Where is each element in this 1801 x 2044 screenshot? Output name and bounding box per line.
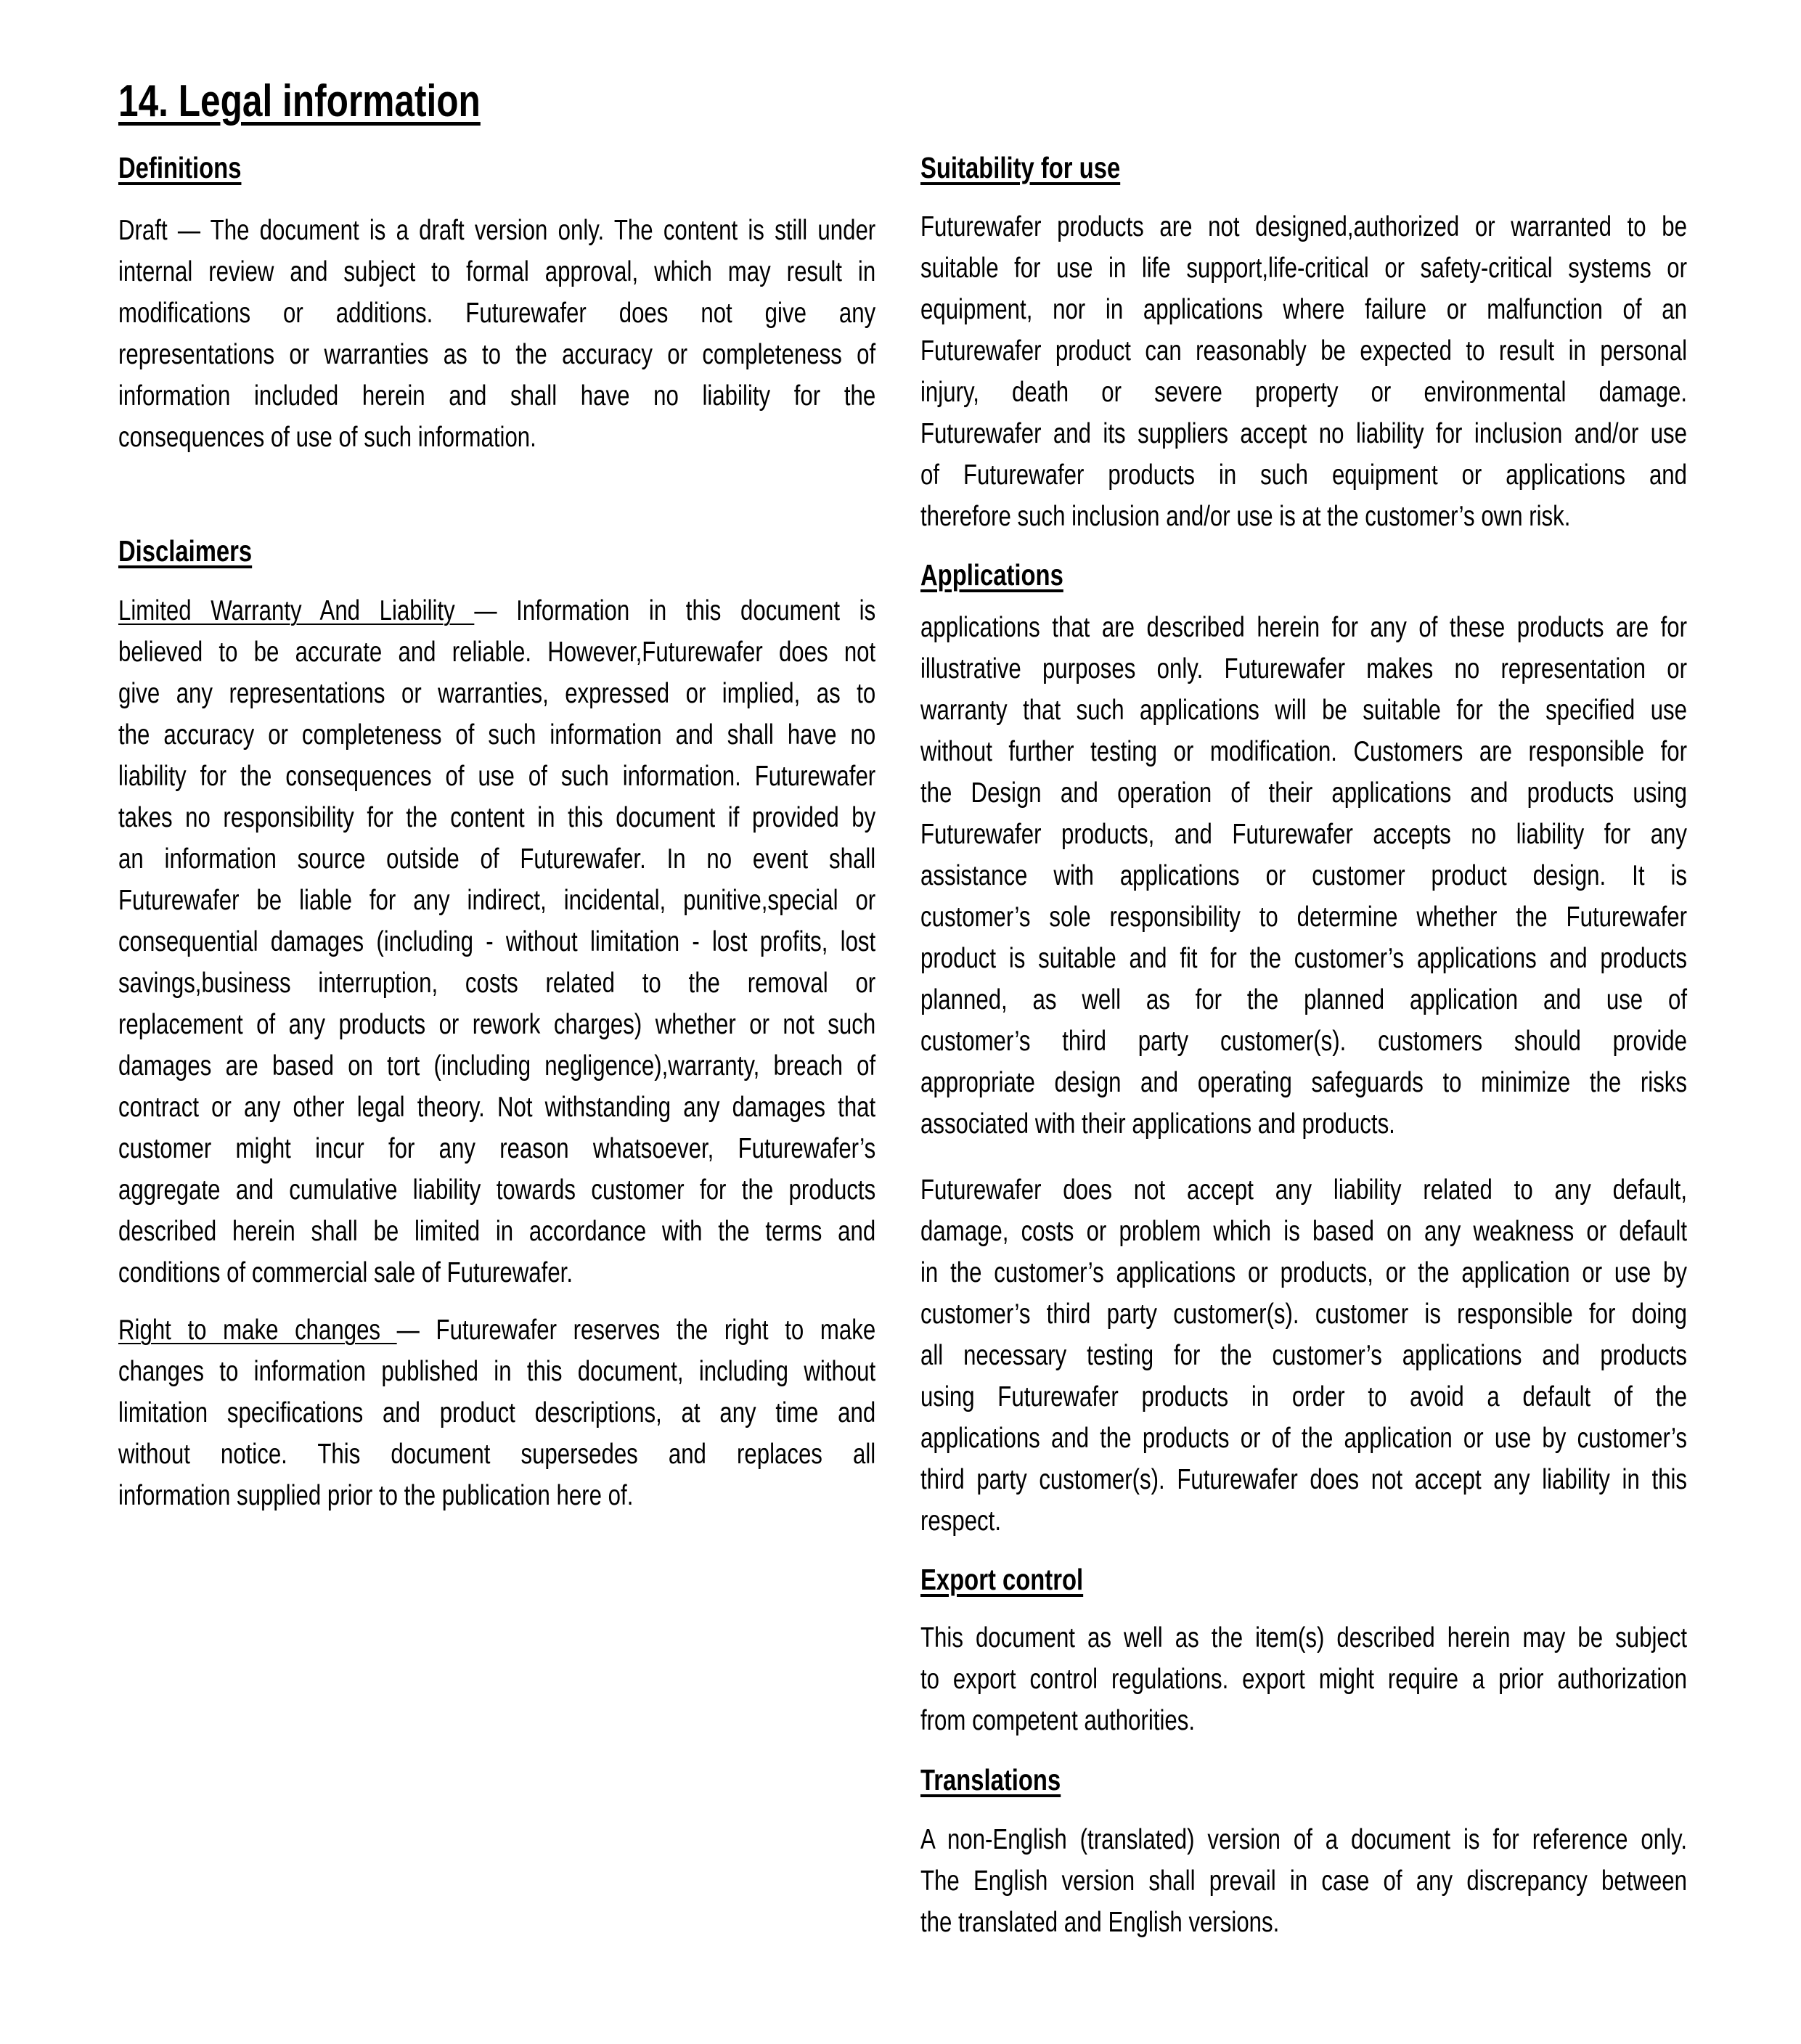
section-heading-export-control: Export control	[920, 1563, 1084, 1596]
paragraph-line: all necessary testing for the customer’s applications and products	[920, 1340, 1687, 1371]
paragraph-line: injury, death or severe property or environmental damage.	[920, 377, 1687, 408]
paragraph-line: without notice. This document supersedes and replaces all	[118, 1439, 876, 1470]
paragraph-line: aggregate and cumulative liability towards customer for the products	[118, 1174, 876, 1206]
paragraph-line: third party customer(s). Futurewafer does not accept any liability in this	[920, 1464, 1687, 1495]
paragraph-line: The English version shall prevail in case of any discrepancy between	[920, 1865, 1687, 1897]
paragraph-limited-warranty	[118, 590, 875, 1293]
paragraph-line: Futurewafer does not accept any liability related to any default,	[920, 1174, 1687, 1206]
paragraph-line: assistance with applications or customer product design. It is	[920, 860, 1687, 891]
paragraph-line: the accuracy or completeness of such information and shall have no	[118, 719, 876, 751]
section-heading-disclaimers: Disclaimers	[118, 534, 253, 568]
paragraph-line: replacement of any products or rework charges) whether or not such	[118, 1009, 876, 1040]
paragraph-line: information supplied prior to the publication here of.	[118, 1480, 634, 1511]
paragraph-line: applications that are described herein for any of these products are for	[920, 612, 1687, 643]
paragraph-line: the translated and English versions.	[920, 1907, 1280, 1938]
paragraph-line: consequential damages (including - without limitation - lost profits, lost	[118, 926, 876, 957]
section-heading-applications: Applications	[920, 558, 1063, 592]
paragraph-line: in the customer’s applications or products, or the application or use by	[920, 1257, 1687, 1288]
paragraph-line: product is suitable and fit for the customer’s applications and products	[920, 943, 1687, 974]
paragraph-line: suitable for use in life support,life-critical or safety-critical systems or	[920, 253, 1687, 284]
paragraph-line: Futurewafer products are not designed,authorized or warranted to be	[920, 211, 1687, 242]
paragraph-line: Futurewafer product can reasonably be expected to result in personal	[920, 335, 1687, 367]
paragraph-line: consequences of use of such information.	[118, 422, 536, 453]
paragraph-line: equipment, nor in applications where failure or malfunction of an	[920, 294, 1687, 325]
paragraph-line: damage, costs or problem which is based on any weakness or default	[920, 1216, 1687, 1247]
paragraph-line: therefore such inclusion and/or use is at the customer’s own risk.	[920, 501, 1571, 532]
paragraph-line: Futurewafer and its suppliers accept no liability for inclusion and/or use	[920, 418, 1687, 449]
paragraph-line: representations or warranties as to the accuracy or completeness of	[118, 339, 876, 370]
paragraph-line: savings,business interruption, costs related to the removal or	[118, 968, 876, 999]
paragraph-line: respect.	[920, 1505, 1001, 1537]
paragraph-line: to export control regulations. export might require a prior authorization	[920, 1664, 1687, 1695]
page-title-text: 14. Legal information	[118, 76, 481, 126]
paragraph-line: damages are based on tort (including negligence),warranty, breach of	[118, 1050, 876, 1082]
paragraph-line: Draft — The document is a draft version only. The content is still under	[118, 215, 876, 246]
paragraph-line: associated with their applications and products.	[920, 1108, 1395, 1140]
paragraph-line: contract or any other legal theory. Not withstanding any damages that	[118, 1092, 876, 1123]
paragraph-translations	[920, 1819, 1687, 1943]
paragraph-line: believed to be accurate and reliable. However,Futurewafer does not	[118, 637, 876, 668]
paragraph-line-text: — Futurewafer reserves the right to make	[396, 1315, 876, 1346]
paragraph-line: applications and the products or of the application or use by customer’s	[920, 1423, 1687, 1454]
page-title	[118, 75, 481, 128]
paragraph-line: takes no responsibility for the content in this document if provided by	[118, 802, 876, 833]
section-heading-suitability: Suitability for use	[920, 151, 1121, 184]
paragraph-lead-term: Limited Warranty And Liability	[118, 595, 475, 626]
paragraph-line: A non-English (translated) version of a document is for reference only.	[920, 1824, 1687, 1855]
paragraph-line: This document as well as the item(s) described herein may be subject	[920, 1622, 1687, 1653]
paragraph-line: information included herein and shall have no liability for the	[118, 380, 876, 412]
paragraph-line-text: — Information in this document is	[474, 595, 876, 626]
paragraph-line: limitation specifications and product descriptions, at any time and	[118, 1397, 876, 1428]
paragraph-definitions-draft	[118, 210, 875, 458]
paragraph-line: customer might incur for any reason whatsoever, Futurewafer’s	[118, 1133, 876, 1164]
paragraph-right-to-make-changes	[118, 1309, 875, 1516]
section-heading-definitions: Definitions	[118, 151, 242, 184]
paragraph-line: Futurewafer be liable for any indirect, incidental, punitive,special or	[118, 885, 876, 916]
paragraph-line	[118, 1309, 875, 1351]
paragraph-line	[118, 590, 875, 631]
paragraph-line: customer’s third party customer(s). customers should provide	[920, 1026, 1687, 1057]
paragraph-line: planned, as well as for the planned application and use of	[920, 984, 1687, 1015]
paragraph-line: Futurewafer products, and Futurewafer accepts no liability for any	[920, 819, 1687, 850]
paragraph-line: from competent authorities.	[920, 1705, 1196, 1736]
paragraph-applications-2	[920, 1169, 1687, 1542]
paragraph-line: liability for the consequences of use of such information. Futurewafer	[118, 761, 876, 792]
paragraph-lead-term: Right to make changes	[118, 1315, 397, 1346]
paragraph-export-control	[920, 1617, 1687, 1741]
paragraph-line: changes to information published in this document, including without	[118, 1356, 876, 1387]
paragraph-line: the Design and operation of their applications and products using	[920, 777, 1687, 809]
paragraph-line: give any representations or warranties, expressed or implied, as to	[118, 678, 876, 709]
paragraph-line: described herein shall be limited in accordance with the terms and	[118, 1216, 876, 1247]
paragraph-suitability	[920, 206, 1687, 537]
paragraph-line: conditions of commercial sale of Futurewafer.	[118, 1257, 573, 1288]
paragraph-line: illustrative purposes only. Futurewafer makes no representation or	[920, 653, 1687, 684]
paragraph-line: an information source outside of Futurewafer. In no event shall	[118, 843, 876, 875]
paragraph-line: modifications or additions. Futurewafer does not give any	[118, 298, 876, 329]
paragraph-applications-1	[920, 607, 1687, 1145]
paragraph-line: internal review and subject to formal approval, which may result in	[118, 256, 876, 287]
paragraph-line: without further testing or modification. Customers are responsible for	[920, 736, 1687, 767]
paragraph-line: using Futurewafer products in order to avoid a default of the	[920, 1381, 1687, 1413]
paragraph-line: customer’s third party customer(s). customer is responsible for doing	[920, 1299, 1687, 1330]
paragraph-line: of Futurewafer products in such equipment or applications and	[920, 459, 1687, 491]
paragraph-line: appropriate design and operating safeguards to minimize the risks	[920, 1067, 1687, 1098]
section-heading-translations: Translations	[920, 1763, 1061, 1796]
paragraph-line: warranty that such applications will be suitable for the specified use	[920, 695, 1687, 726]
paragraph-line: customer’s sole responsibility to determine whether the Futurewafer	[920, 902, 1687, 933]
